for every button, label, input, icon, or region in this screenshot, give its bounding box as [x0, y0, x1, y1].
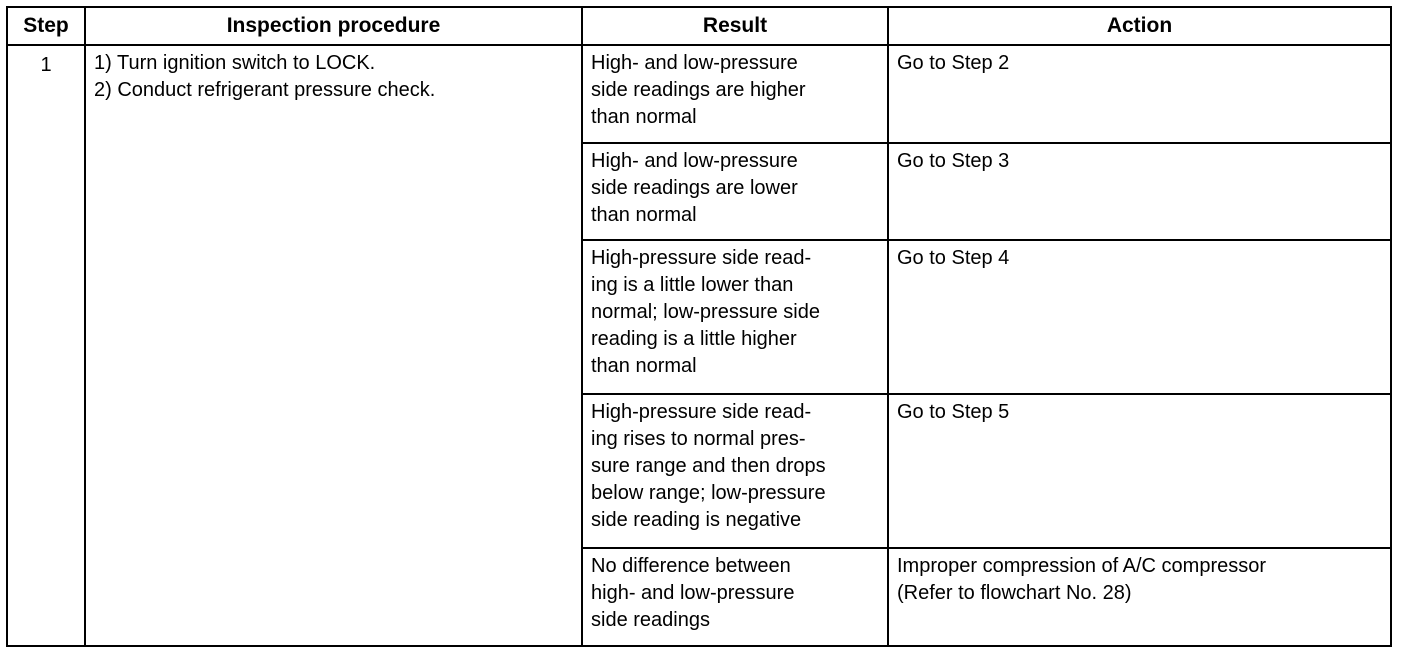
procedure-line-2: 2) Conduct refrigerant pressure check.: [94, 79, 436, 101]
action-cell: [888, 45, 1391, 143]
procedure-line-1: 1) Turn ignition switch to LOCK.: [94, 52, 376, 74]
action-cell: [888, 143, 1391, 240]
header-row: [7, 7, 1391, 45]
result-text: No difference between high- and low-pressure side readings: [591, 555, 795, 631]
action-text: Improper compression of A/C compressor (Refer to flowchart No. 28): [897, 555, 1267, 604]
result-text: High-pressure side read- ing is a little lower than normal; low-pressure side reading is a little higher than normal: [591, 247, 820, 377]
header-result: Result: [582, 7, 888, 45]
inspection-table: [6, 6, 1392, 647]
result-cell: [582, 394, 888, 548]
step-number: 1: [40, 54, 52, 76]
result-cell: [582, 45, 888, 143]
result-text: High-pressure side read- ing rises to normal pres- sure range and then drops below range; low-pressure side reading is negative: [591, 401, 826, 531]
result-cell: [582, 143, 888, 240]
step-number-cell: [7, 45, 85, 646]
header-action: Action: [888, 7, 1391, 45]
result-cell: [582, 548, 888, 646]
action-text: Go to Step 2: [897, 52, 1010, 74]
action-text: Go to Step 3: [897, 150, 1010, 172]
action-cell: [888, 240, 1391, 394]
action-text: Go to Step 4: [897, 247, 1010, 269]
header-step: Step: [7, 7, 85, 45]
action-cell: [888, 394, 1391, 548]
procedure-cell: [85, 45, 582, 646]
table-row: [7, 45, 1391, 143]
action-text: Go to Step 5: [897, 401, 1010, 423]
header-procedure: Inspection procedure: [85, 7, 582, 45]
result-cell: [582, 240, 888, 394]
action-cell: [888, 548, 1391, 646]
result-text: High- and low-pressure side readings are higher than normal: [591, 52, 806, 128]
result-text: High- and low-pressure side readings are lower than normal: [591, 150, 798, 226]
